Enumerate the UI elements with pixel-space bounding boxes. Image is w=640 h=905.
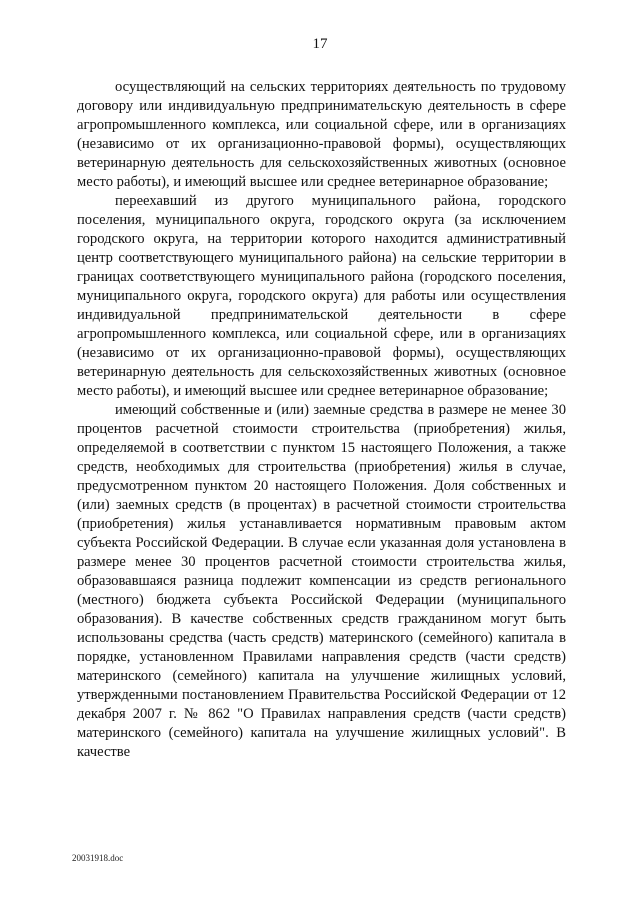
paragraph-relocated-condition: переехавший из другого муниципального района, городского поселения, муниципального округа, городского округа (за исключением городского округа, на территории которого находится административный центр соответствующего муниципального района) на сельские территории в границах соответствующего муниципального района (городского поселения, муниципального округа, городского округа) для работы или осуществления индивидуальной предпринимательской деятельности в сфере агропромышленного комплекса, или социальной сфере, или в организациях (независимо от их организационно-правовой формы), осуществляющих ветеринарную деятельность для сельскохозяйственных животных (основное место работы), и имеющий высшее или среднее ветеринарное образование; xyxy=(77,193,566,399)
paragraph-own-funds-condition: имеющий собственные и (или) заемные средства в размере не менее 30 процентов расчетной стоимости строительства (приобретения) жилья, определяемой в соответствии с пунктом 15 настоящего Положения, а также средств, необходимых для строительства (приобретения) жилья в случае, предусмотренном пунктом 20 настоящего Положения. Доля собственных и (или) заемных средств (в процентах) в расчетной стоимости строительства (приобретения) жилья устанавливается нормативным правовым актом субъекта Российской Федерации. В случае если указанная доля установлена в размере менее 30 процентов расчетной стоимости строительства жилья, образовавшаяся разница подлежит компенсации из средств регионального (местного) бюджета субъекта Российской Федерации (муниципального образования). В качестве собственных средств гражданином могут быть использованы средства (часть средств) материнского (семейного) капитала в порядке, установленном Правилами направления средств (части средств) материнского (семейного) капитала на улучшение жилищных условий, утвержденными постановлением Правительства Российской Федерации от 12 декабря 2007 г. № 862 "О Правилах направления средств (части средств) материнского (семейного) капитала на улучшение жилищных условий". В качестве xyxy=(77,402,566,760)
page-number: 17 xyxy=(312,36,328,52)
footer-filename: 20031918.doc xyxy=(72,853,124,863)
document-body xyxy=(77,78,566,762)
paragraph-continuation: осуществляющий на сельских территориях деятельность по трудовому договору или индивидуальную предпринимательскую деятельность в сфере агропромышленного комплекса, или социальной сфере, или в организациях (независимо от их организационно-правовой формы), осуществляющих ветеринарную деятельность для сельскохозяйственных животных (основное место работы), и имеющий высшее или среднее ветеринарное образование; xyxy=(77,79,566,190)
